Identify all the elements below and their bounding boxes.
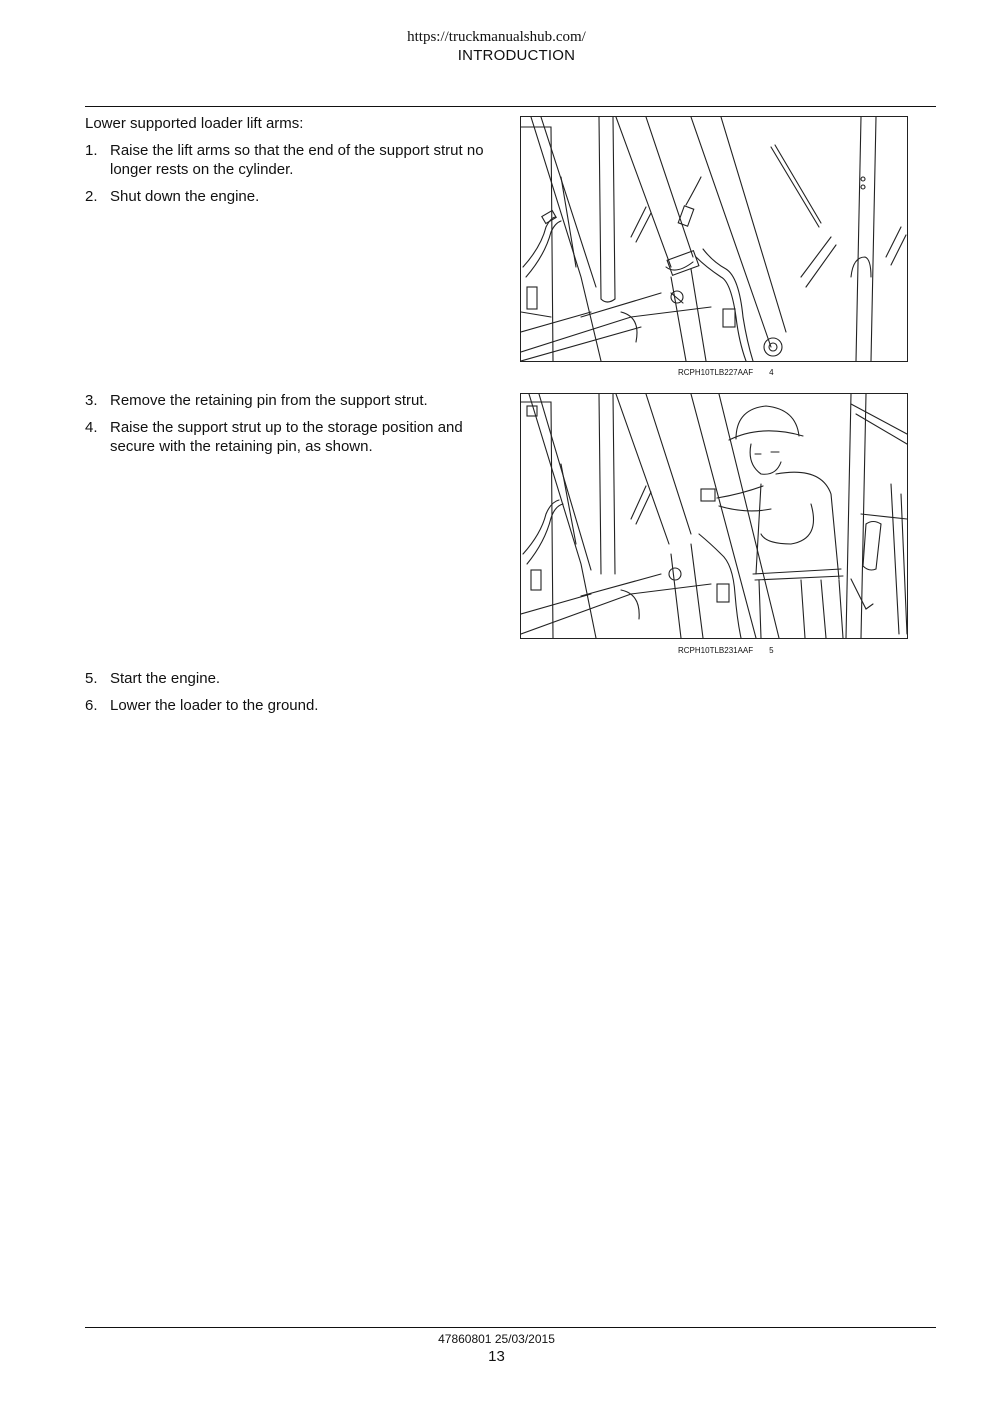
page-number: 13 <box>488 1348 505 1365</box>
figure-code: RCPH10TLB227AAF <box>678 368 754 377</box>
intro-text: Lower supported loader lift arms: <box>85 115 304 132</box>
section-title: INTRODUCTION <box>457 47 576 64</box>
steps-group-2 <box>85 391 510 464</box>
steps-group-1 <box>85 141 510 214</box>
step-4 <box>85 418 510 456</box>
footer-rule <box>85 1327 936 1328</box>
step-number: 1. <box>85 142 98 159</box>
step-number: 2. <box>85 188 98 205</box>
figure-4-illustration <box>520 116 908 362</box>
step-text: Remove the retaining pin from the support strut. <box>110 392 428 409</box>
step-6 <box>85 696 510 715</box>
step-number: 3. <box>85 392 98 409</box>
footer-doc-code: 47860801 25/03/2015 <box>438 1332 555 1346</box>
figure-number: 4 <box>769 368 774 377</box>
step-number: 6. <box>85 697 98 714</box>
step-3 <box>85 391 510 410</box>
step-5 <box>85 669 510 688</box>
steps-group-3 <box>85 669 510 723</box>
step-text: Lower the loader to the ground. <box>110 697 319 714</box>
header-rule <box>85 106 936 107</box>
figure-4-caption <box>678 368 774 377</box>
step-number: 5. <box>85 670 98 687</box>
figure-5-caption <box>678 646 774 655</box>
figure-code: RCPH10TLB231AAF <box>678 646 754 655</box>
header-url: https://truckmanualshub.com/ <box>407 29 586 45</box>
figure-5-illustration <box>520 393 908 639</box>
step-2 <box>85 187 510 206</box>
step-text: Shut down the engine. <box>110 188 260 205</box>
step-number: 4. <box>85 419 98 436</box>
step-text: Raise the lift arms so that the end of the support strut no longer rests on the cylinder. <box>110 142 484 178</box>
step-text: Raise the support strut up to the storage position and secure with the retaining pin, as shown. <box>110 419 463 455</box>
step-1 <box>85 141 510 179</box>
step-text: Start the engine. <box>110 670 221 687</box>
figure-number: 5 <box>769 646 774 655</box>
